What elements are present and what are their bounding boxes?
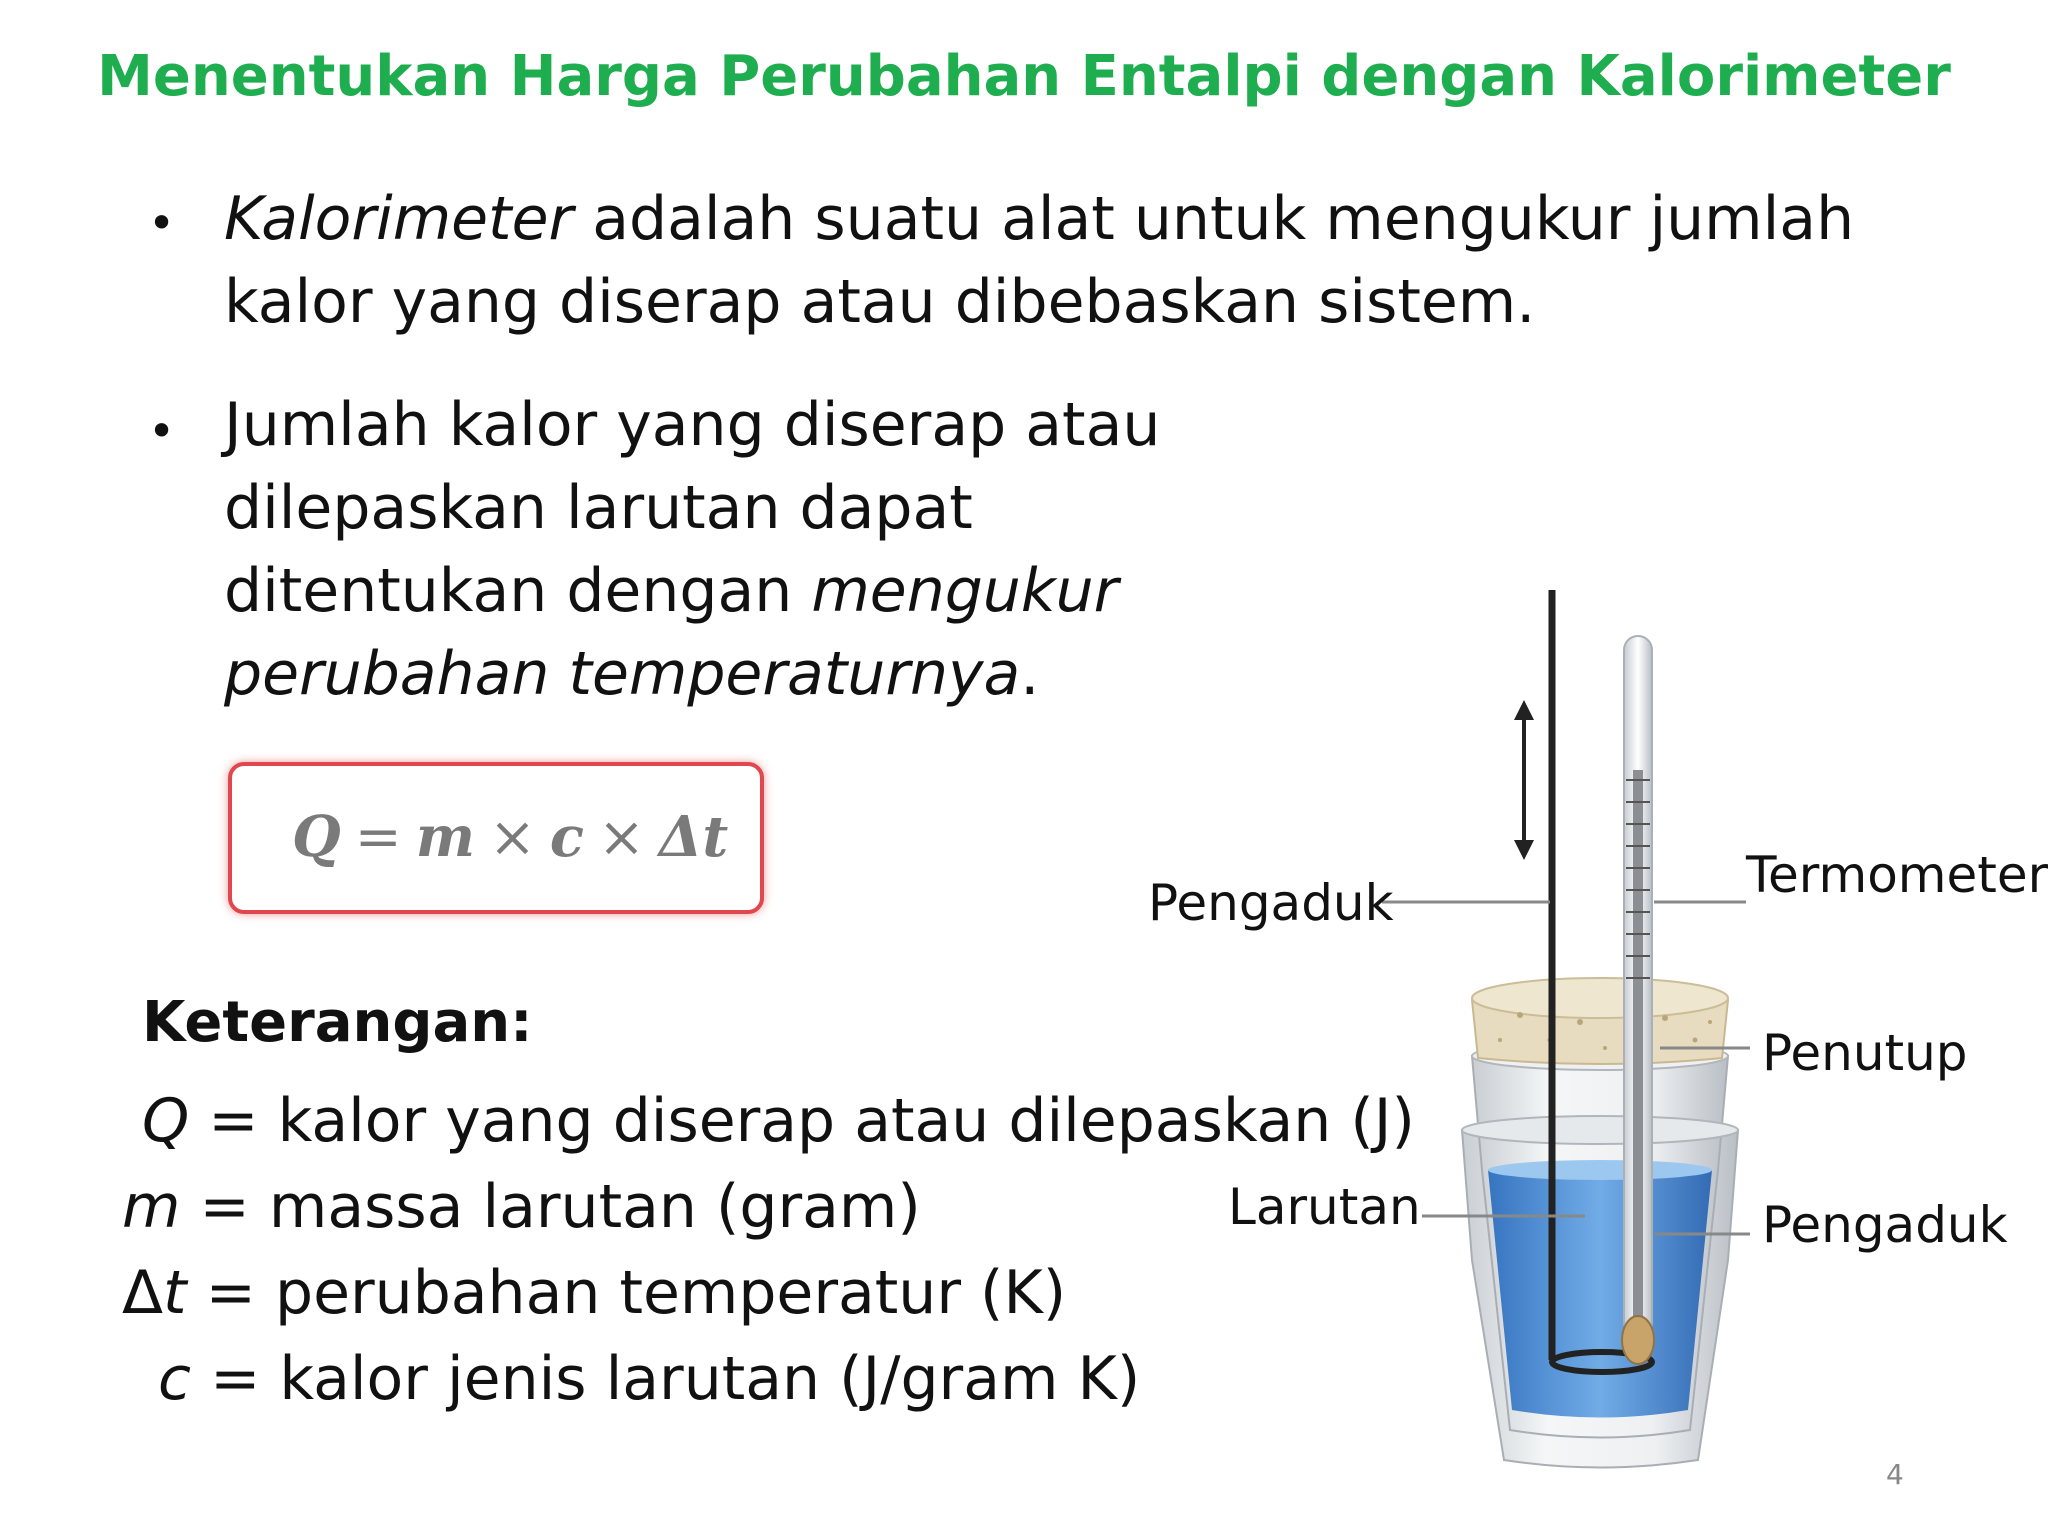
keterangan-c-text: = kalor jenis larutan (J/gram K) xyxy=(191,1344,1141,1414)
bullet-1-line2: kalor yang diserap atau dibebaskan sistem. xyxy=(224,267,1536,337)
keterangan-dt-text: = perubahan temperatur (K) xyxy=(186,1258,1067,1328)
keterangan-q-symbol: Q xyxy=(142,1086,190,1156)
label-larutan: Larutan xyxy=(1228,1178,1421,1236)
label-pengaduk-top: Pengaduk xyxy=(1148,874,1394,932)
formula-box xyxy=(228,762,764,914)
keterangan-c-symbol: c xyxy=(158,1344,191,1414)
keterangan-m xyxy=(122,1172,921,1242)
bullet-2-line4-italic: perubahan temperaturnya xyxy=(224,639,1021,709)
keterangan-c xyxy=(158,1344,1140,1414)
keterangan-dt xyxy=(122,1258,1066,1328)
keterangan-heading: Keterangan: xyxy=(142,990,533,1055)
formula-times: × xyxy=(488,805,536,870)
keterangan-m-symbol: m xyxy=(122,1172,181,1242)
bullet-marker: • xyxy=(148,196,176,250)
bullet-marker: • xyxy=(148,404,176,458)
formula xyxy=(292,804,728,870)
bullet-2-line4-end: . xyxy=(1020,639,1040,709)
formula-m: m xyxy=(415,804,475,870)
formula-dt: Δt xyxy=(658,804,729,870)
formula-times: × xyxy=(598,805,645,870)
bullet-2-line1: Jumlah kalor yang diserap atau xyxy=(224,390,1161,460)
label-penutup: Penutup xyxy=(1762,1024,1968,1082)
keterangan-m-text: = massa larutan (gram) xyxy=(180,1172,921,1242)
label-pengaduk-bottom: Pengaduk xyxy=(1762,1196,2008,1254)
solution xyxy=(1488,1170,1712,1418)
keterangan-dt-symbol: t xyxy=(163,1258,187,1328)
formula-equals: = xyxy=(354,805,402,870)
bullet-1-italic: Kalorimeter xyxy=(224,184,574,254)
slide-title: Menentukan Harga Perubahan Entalpi dengan Kalorimeter xyxy=(97,44,1951,109)
keterangan-q-text: = kalor yang diserap atau dilepaskan (J) xyxy=(189,1086,1415,1156)
label-termometer: Termometer xyxy=(1746,846,2048,904)
formula-q: Q xyxy=(292,804,341,870)
keterangan-dt-delta: Δ xyxy=(122,1258,164,1328)
bullet-1 xyxy=(224,178,1854,344)
bullet-1-text: adalah suatu alat untuk mengukur jumlah xyxy=(573,184,1855,254)
formula-c: c xyxy=(549,804,584,870)
bullet-2-line3: ditentukan dengan xyxy=(224,556,812,626)
bullet-2-line2: dilepaskan larutan dapat xyxy=(224,473,973,543)
bullet-2 xyxy=(224,384,1160,716)
bullet-2-line3-italic: mengukur xyxy=(811,556,1119,626)
page-number: 4 xyxy=(1886,1458,1904,1491)
